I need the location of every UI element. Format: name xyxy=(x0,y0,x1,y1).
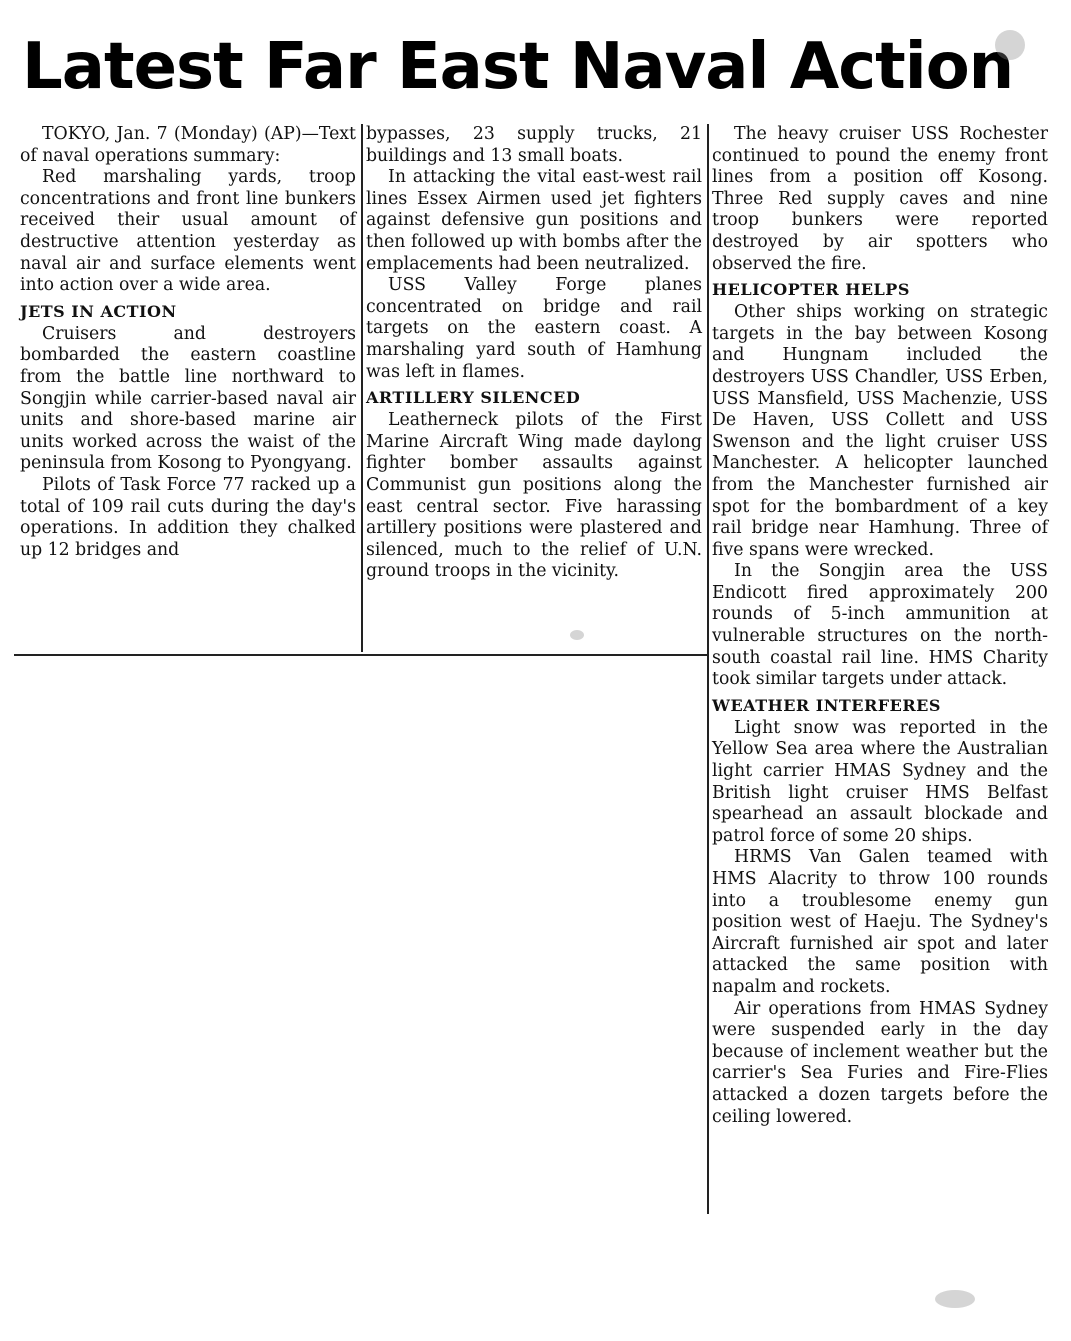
subheading-jets-in-action: JETS IN ACTION xyxy=(20,301,177,321)
print-speck xyxy=(935,1290,975,1308)
body-paragraph: Other ships working on strategic targets in the bay between Kosong and Hungnam included the destroyers USS Chandler, USS Erben, USS Mansfield, USS Machenzie, USS De Haven, USS Collett and USS Swenson and the light cruiser USS Manchester. A helicopter launched from the Manchester furnished air spot for the bombardment of a key rail bridge near Hamhung. Three of five spans were wrecked. xyxy=(712,302,1048,560)
body-paragraph: bypasses, 23 supply trucks, 21 buildings and 13 small boats. xyxy=(366,124,702,166)
subheading-helicopter-helps: HELICOPTER HELPS xyxy=(712,280,910,300)
dateline-paragraph: TOKYO, Jan. 7 (Monday) (AP)—Text of naval operations summary: xyxy=(20,124,356,166)
body-paragraph: Air operations from HMAS Sydney were suspended early in the day because of inclement weather but the carrier's Sea Furies and Fire-Flies attacked a dozen targets before the ceiling lowered. xyxy=(712,998,1048,1127)
print-speck xyxy=(995,30,1025,60)
body-paragraph: HRMS Van Galen teamed with HMS Alacrity to throw 100 rounds into a troublesome enemy gun position west of Haeju. The Sydney's Aircraft furnished air spot and later attacked the same position with napalm and rockets. xyxy=(712,847,1048,997)
body-paragraph: Light snow was reported in the Yellow Sea area where the Australian light carrier HMAS Sydney and the British light cruiser HMS Belfast spearhead an assault blockade and patrol force of some 20 ships. xyxy=(712,717,1048,846)
article-column-1 xyxy=(20,124,356,561)
body-paragraph: In attacking the vital east-west rail lines Essex Airmen used jet fighters against defensive gun positions and then followed up with bombs after the emplacements had been neutralized. xyxy=(366,167,702,274)
bottom-rule xyxy=(14,654,707,656)
subheading-weather-interferes: WEATHER INTERFERES xyxy=(712,695,941,715)
body-paragraph: The heavy cruiser USS Rochester continued to pound the enemy front lines from a position off Kosong. Three Red supply caves and nine troop bunkers were reported destroyed by air spotters who observed the fire. xyxy=(712,124,1048,274)
body-paragraph: Red marshaling yards, troop concentrations and front line bunkers received their usual amount of destructive attention yesterday as naval air and surface elements went into action over a wide area. xyxy=(20,167,356,296)
column-rule xyxy=(361,124,363,652)
body-paragraph: USS Valley Forge planes concentrated on bridge and rail targets on the eastern coast. A marshaling yard south of Hamhung was left in flames. xyxy=(366,275,702,382)
body-paragraph: Leatherneck pilots of the First Marine Aircraft Wing made daylong fighter bomber assaults against Communist gun positions along the east central sector. Five harassing artillery positions were plastered and silenced, much to the relief of U.N. ground troops in the vicinity. xyxy=(366,410,702,582)
body-paragraph: Pilots of Task Force 77 racked up a total of 109 rail cuts during the day's operations. In addition they chalked up 12 bridges and xyxy=(20,474,356,560)
subheading-artillery-silenced: ARTILLERY SILENCED xyxy=(366,388,581,408)
body-paragraph: In the Songjin area the USS Endicott fired approximately 200 rounds of 5-inch ammunition at vulnerable structures on the north-south coastal rail line. HMS Charity took similar targets under attack. xyxy=(712,561,1048,690)
body-paragraph: Cruisers and destroyers bombarded the eastern coastline from the battle line northward to Songjin while carrier-based naval air units and shore-based marine air units worked across the waist of the peninsula from Kosong to Pyongyang. xyxy=(20,323,356,474)
column-rule xyxy=(707,124,709,1214)
article-column-2 xyxy=(366,124,702,583)
headline: Latest Far East Naval Action xyxy=(22,30,1014,104)
article-column-3 xyxy=(712,124,1048,1128)
print-speck xyxy=(570,630,584,640)
